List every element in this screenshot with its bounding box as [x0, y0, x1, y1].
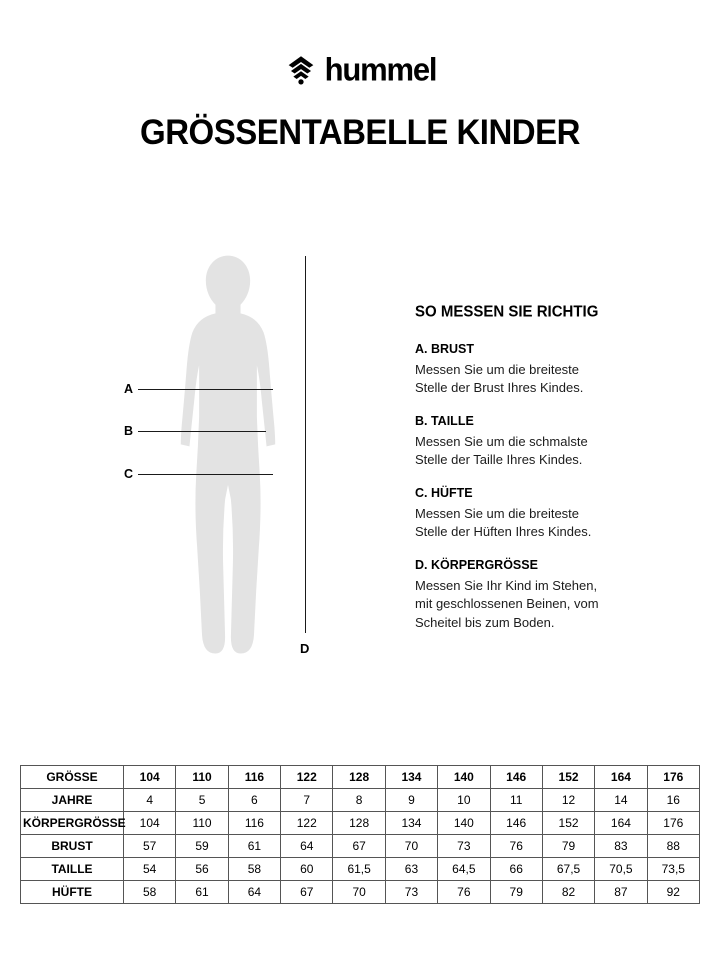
table-cell: 92	[647, 881, 699, 904]
table-cell: 67	[333, 835, 385, 858]
table-cell: 70	[385, 835, 437, 858]
table-cell: 73	[385, 881, 437, 904]
table-row-label: KÖRPERGRÖSSE	[21, 812, 124, 835]
table-cell: 83	[595, 835, 647, 858]
guide-item	[415, 342, 607, 398]
table-cell: 61	[228, 835, 280, 858]
table-cell: 134	[385, 812, 437, 835]
marker-a: A	[124, 382, 134, 396]
table-row	[21, 789, 700, 812]
table-cell: 76	[490, 835, 542, 858]
table-cell: 104	[124, 766, 176, 789]
table-cell: 7	[281, 789, 333, 812]
table-cell: 61	[176, 881, 228, 904]
measure-guide-items	[415, 342, 607, 632]
table-cell: 59	[176, 835, 228, 858]
size-table-body	[21, 766, 700, 904]
table-cell: 164	[595, 766, 647, 789]
table-cell: 73	[438, 835, 490, 858]
table-cell: 128	[333, 766, 385, 789]
table-cell: 122	[281, 812, 333, 835]
table-cell: 140	[438, 766, 490, 789]
table-cell: 5	[176, 789, 228, 812]
measure-line-brust	[138, 389, 273, 390]
page-title: GRÖSSENTABELLE KINDER	[140, 111, 580, 152]
table-cell: 122	[281, 766, 333, 789]
table-cell: 16	[647, 789, 699, 812]
table-cell: 87	[595, 881, 647, 904]
marker-d: D	[300, 641, 310, 656]
guide-item-label: C. HÜFTE	[415, 485, 473, 500]
hummel-bee-icon	[284, 52, 318, 86]
table-cell: 60	[281, 858, 333, 881]
guide-item	[415, 486, 607, 542]
measure-guide-heading: SO MESSEN SIE RICHTIG	[415, 303, 599, 321]
guide-item	[415, 414, 607, 470]
child-silhouette	[175, 249, 281, 663]
table-cell: 176	[647, 766, 699, 789]
table-cell: 79	[542, 835, 594, 858]
table-cell: 176	[647, 812, 699, 835]
table-cell: 116	[228, 812, 280, 835]
guide-item-label: A. BRUST	[415, 342, 475, 356]
table-cell: 79	[490, 881, 542, 904]
guide-item-label: D. KÖRPERGRÖSSE	[415, 557, 538, 572]
table-cell: 58	[228, 858, 280, 881]
brand-logo	[0, 52, 720, 86]
table-cell: 4	[124, 789, 176, 812]
table-cell: 9	[385, 789, 437, 812]
table-cell: 66	[490, 858, 542, 881]
guide-item-text: Messen Sie um die breiteste Stelle der Brust Ihres Kindes.	[415, 362, 584, 396]
measure-line-koerpergroesse	[305, 256, 306, 633]
table-cell: 70	[333, 881, 385, 904]
table-row	[21, 812, 700, 835]
table-cell: 57	[124, 835, 176, 858]
table-cell: 140	[438, 812, 490, 835]
table-cell: 152	[542, 812, 594, 835]
table-cell: 82	[542, 881, 594, 904]
table-cell: 110	[176, 812, 228, 835]
table-cell: 146	[490, 766, 542, 789]
table-cell: 8	[333, 789, 385, 812]
table-cell: 73,5	[647, 858, 699, 881]
measure-line-taille	[138, 431, 266, 432]
table-cell: 10	[438, 789, 490, 812]
table-cell: 14	[595, 789, 647, 812]
guide-item-text: Messen Sie um die breiteste Stelle der Hüften Ihres Kindes.	[415, 505, 592, 540]
table-row-label: HÜFTE	[21, 881, 124, 904]
table-cell: 76	[438, 881, 490, 904]
table-cell: 61,5	[333, 858, 385, 881]
table-cell: 104	[124, 812, 176, 835]
table-cell: 116	[228, 766, 280, 789]
table-cell: 134	[385, 766, 437, 789]
table-cell: 67	[281, 881, 333, 904]
guide-item-label: B. TAILLE	[415, 413, 474, 428]
child-silhouette-graphic	[175, 249, 281, 663]
table-cell: 146	[490, 812, 542, 835]
marker-c: C	[124, 467, 134, 481]
table-row	[21, 835, 700, 858]
table-row-label: TAILLE	[21, 858, 124, 881]
table-cell: 64	[228, 881, 280, 904]
table-cell: 63	[385, 858, 437, 881]
table-cell: 64,5	[438, 858, 490, 881]
table-row	[21, 881, 700, 904]
table-cell: 6	[228, 789, 280, 812]
guide-item	[415, 558, 607, 632]
table-cell: 12	[542, 789, 594, 812]
table-cell: 11	[490, 789, 542, 812]
table-row	[21, 858, 700, 881]
guide-item-text: Messen Sie um die schmalste Stelle der Taille Ihres Kindes.	[415, 433, 588, 468]
table-cell: 56	[176, 858, 228, 881]
table-cell: 67,5	[542, 858, 594, 881]
brand-wordmark: hummel	[324, 50, 437, 88]
measure-guide	[415, 303, 607, 648]
guide-item-text: Messen Sie Ihr Kind im Stehen, mit geschlossenen Beinen, vom Scheitel bis zum Boden.	[415, 577, 599, 630]
table-row-label: BRUST	[21, 835, 124, 858]
table-cell: 164	[595, 812, 647, 835]
table-cell: 58	[124, 881, 176, 904]
table-cell: 64	[281, 835, 333, 858]
marker-b: B	[124, 424, 134, 438]
table-row-label: JAHRE	[21, 789, 124, 812]
size-table	[20, 765, 700, 904]
table-cell: 128	[333, 812, 385, 835]
table-cell: 88	[647, 835, 699, 858]
table-row-label: GRÖSSE	[21, 766, 124, 789]
measure-line-huefte	[138, 474, 273, 475]
table-cell: 152	[542, 766, 594, 789]
table-row	[21, 766, 700, 789]
table-cell: 70,5	[595, 858, 647, 881]
table-cell: 54	[124, 858, 176, 881]
table-cell: 110	[176, 766, 228, 789]
